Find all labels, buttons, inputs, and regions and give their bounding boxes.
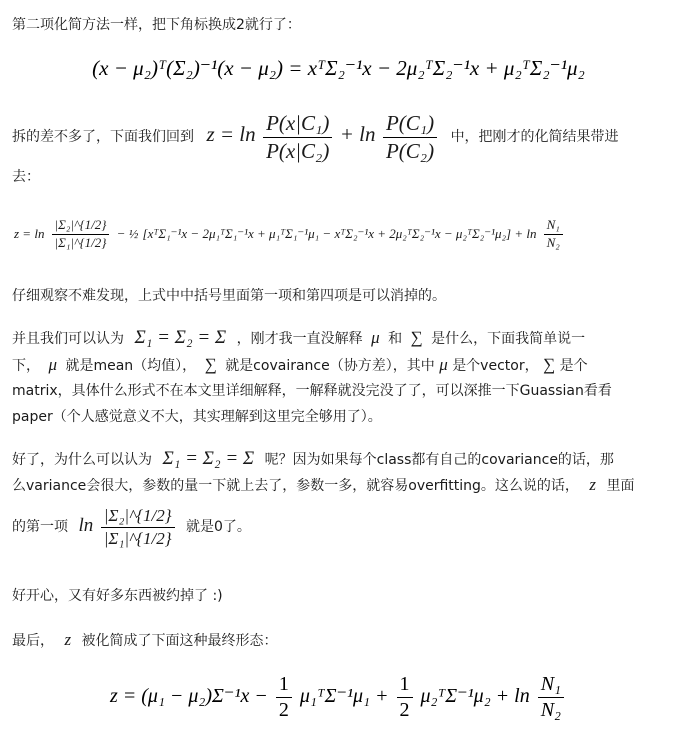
fraction-n-ratio: $\frac{\text{N₁}}{\text{N₂}}$ bbox=[544, 218, 563, 251]
fraction-det-ratio-2: $\frac{\text{|Σ₂|\textasciicircum{}\{1/2\}}}{\text{|Σ₁|\textasciicircum{}\{1/2\}}}$ bbox=[101, 506, 175, 548]
paragraph-why-line1: 好了，为什么可以认为 Σ₁ = Σ₂ = Σ 呢？因为如果每个class都有自己的covariance的话，那 bbox=[12, 448, 614, 469]
paragraph-observation: 仔细观察不难发现，上式中中括号里面第一项和第四项是可以消掉的。 bbox=[12, 288, 446, 304]
equation-final-z: z = (μ₁ − μ₂)Σ⁻¹x − $\frac{1}{2}$ μ₁ᵀΣ⁻¹μ₁ + $\frac{1}{2}$ μ₂ᵀΣ⁻¹μ₂ + ln $\frac{\text{N₁}}{\text{N₂}}$ bbox=[0, 668, 677, 724]
fraction-half-1: $\frac{1}{2}$ bbox=[276, 673, 292, 722]
equation-expanded-z: z = ln $\frac{\text{|Σ₂|\textasciicircum{}\{1/2\}}}{\text{|Σ₁|\textasciicircum{}\{1/2\}}}$ − ½ [xᵀΣ₁⁻¹x − 2μ₁ᵀΣ₁⁻¹x + μ₁ᵀΣ₁⁻¹μ₁ − xᵀΣ₂⁻¹x + 2μ₂ᵀΣ₂⁻¹x − μ₂ᵀΣ₂⁻¹μ₂] + ln $\frac{\text{N₁}}{\text{N₂}}$ bbox=[14, 208, 669, 261]
fraction-prior: $\frac{\text{P(C₁)}}{\text{P(C₂)}}$ bbox=[383, 111, 437, 162]
paragraph-assumption-line4: paper（个人感觉意义不大，其实理解到这里完全够用了）。 bbox=[12, 409, 382, 425]
paragraph-return-to-z: 拆的差不多了，下面我们回到 z = ln $\frac{\text{P(x|C₁)}}{\text{P(x|C₂)}}$ + ln $\frac{\text{P(C₁)}}{\text{P(C₂)}}$ 中，把刚才的化简结果带进 bbox=[12, 111, 619, 163]
fraction-likelihood: $\frac{\text{P(x|C₁)}}{\text{P(x|C₂)}}$ bbox=[263, 111, 332, 162]
fraction-half-2: $\frac{1}{2}$ bbox=[397, 673, 413, 722]
equation-second-term: (x − μ₂)ᵀ(Σ₂)⁻¹(x − μ₂) = xᵀΣ₂⁻¹x − 2μ₂ᵀΣ₂⁻¹x + μ₂ᵀΣ₂⁻¹μ₂ bbox=[92, 56, 585, 80]
paragraph-intro: 第二项化简方法一样，把下角标换成2就行了： bbox=[12, 17, 301, 33]
paragraph-return-to-z-line2: 去： bbox=[12, 169, 40, 185]
paragraph-assumption-line2: 下， μ 就是mean（均值）， ∑ 就是covairance（协方差），其中 μ 是个vector， ∑ 是个 bbox=[12, 355, 588, 374]
fraction-det-ratio: $\frac{\text{|Σ₂|\textasciicircum{}\{1/2\}}}{\text{|Σ₁|\textasciicircum{}\{1/2\}}}$ bbox=[52, 218, 110, 251]
paragraph-assumption-line3: matrix，具体什么形式不在本文里详细解释，一解释就没完没了了，可以深推一下Guassian看看 bbox=[12, 383, 612, 399]
paragraph-assumption-line1: 并且我们可以认为 Σ₁ = Σ₂ = Σ ，刚才我一直没解释 μ 和 ∑ 是什么，下面我简单说一 bbox=[12, 327, 586, 348]
paragraph-happy: 好开心，又有好多东西被约掉了 :) bbox=[12, 588, 223, 604]
paragraph-why-line2: 么variance会很大，参数的量一下就上去了，参数一多，就容易overfitting。这么说的话， z 里面 bbox=[12, 475, 635, 494]
paragraph-why-line3: 的第一项 ln $\frac{\text{|Σ₂|\textasciicircum{}\{1/2\}}}{\text{|Σ₁|\textasciicircum{}\{1/2\}}}$ 就是0了。 bbox=[12, 505, 251, 548]
fraction-n-ratio-final: $\frac{\text{N₁}}{\text{N₂}}$ bbox=[538, 673, 564, 722]
paragraph-finally: 最后， z 被化简成了下面这种最终形态： bbox=[12, 630, 278, 649]
